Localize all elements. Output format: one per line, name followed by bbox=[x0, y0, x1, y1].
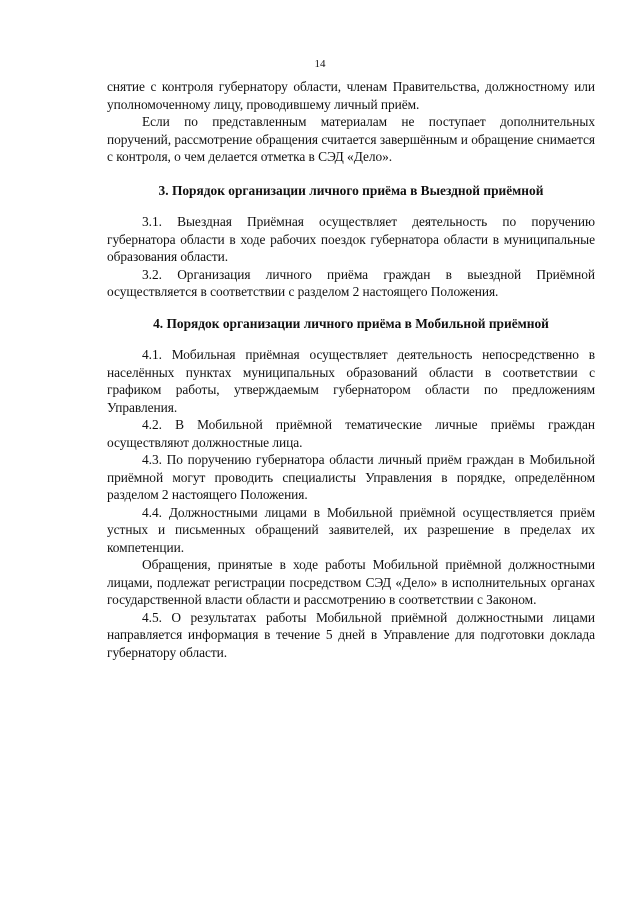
paragraph-4-1: 4.1. Мобильная приёмная осуществляет деятельность непосредственно в населённых пунктах муниципальных образований области в соответствии с графиком работы, утверждаемым губернатором области по предложениям Управления. bbox=[107, 347, 595, 415]
section-3-heading: 3. Порядок организации личного приёма в Выездной приёмной bbox=[158, 182, 544, 198]
page-number: 14 bbox=[314, 58, 326, 70]
section-4-heading: 4. Порядок организации личного приёма в Мобильной приёмной bbox=[153, 315, 549, 331]
paragraph-3-1: 3.1. Выездная Приёмная осуществляет деятельность по поручению губернатора области в ходе рабочих поездок губернатора области в муниципальные образования области. bbox=[107, 214, 595, 264]
paragraph-3-2: 3.2. Организация личного приёма граждан в выездной Приёмной осуществляется в соответствии с разделом 2 настоящего Положения. bbox=[107, 266, 595, 299]
paragraph-4-3: 4.3. По поручению губернатора области личный приём граждан в Мобильной приёмной могут проводить специалисты Управления в порядке, определённом разделом 2 настоящего Положения. bbox=[107, 452, 595, 502]
document-body bbox=[107, 78, 595, 661]
paragraph-continuation: снятие с контроля губернатору области, членам Правительства, должностному или уполномоченному лицу, проводившему личный приём. bbox=[107, 79, 595, 112]
paragraph-appeals-registration: Обращения, принятые в ходе работы Мобильной приёмной должностными лицами, подлежат регистрации посредством СЭД «Дело» в исполнительных органах государственной власти области и рассмотрению в соответствии с Законом. bbox=[107, 557, 595, 607]
paragraph-completion-note: Если по представленным материалам не поступает дополнительных поручений, рассмотрение обращения считается завершённым и обращение снимается с контроля, о чем делается отметка в СЭД «Дело». bbox=[107, 114, 595, 164]
paragraph-4-4: 4.4. Должностными лицами в Мобильной приёмной осуществляется приём устных и письменных обращений заявителей, их разрешение в пределах их компетенции. bbox=[107, 504, 595, 555]
paragraph-4-2: 4.2. В Мобильной приёмной тематические личные приёмы граждан осуществляют должностные лица. bbox=[107, 417, 595, 450]
paragraph-4-5: 4.5. О результатах работы Мобильной приёмной должностными лицами направляется информация в течение 5 дней в Управление для подготовки доклада губернатору области. bbox=[107, 609, 595, 660]
